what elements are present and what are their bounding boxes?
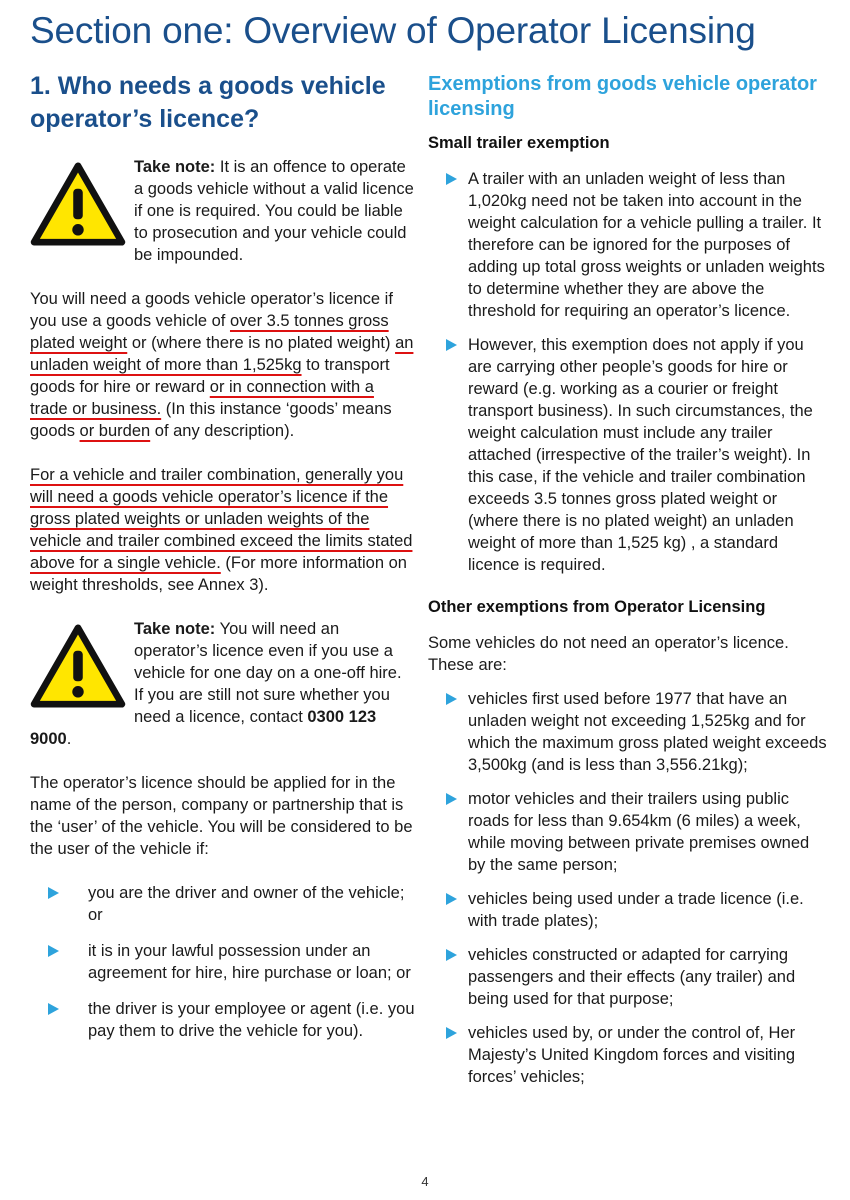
list-item: it is in your lawful possession under an agreement for hire, hire purchase or loan; or — [48, 940, 415, 984]
list-item: vehicles first used before 1977 that have an unladen weight not exceeding 1,525kg and for which the maximum gross plated weight exceeds 3,500kg (and is less than 3,556.21kg); — [428, 688, 828, 776]
bullet-arrow-icon — [48, 887, 59, 899]
bullet-arrow-icon — [48, 1003, 59, 1015]
right-column — [428, 70, 828, 1100]
bullet-arrow-icon — [48, 945, 59, 957]
other-exemptions-subheading: Other exemptions from Operator Licensing — [428, 598, 766, 616]
bullet-arrow-icon — [446, 793, 457, 805]
left-column — [30, 70, 415, 1056]
bullet-arrow-icon — [446, 1027, 457, 1039]
bullet-arrow-icon — [446, 339, 457, 351]
bullet-arrow-icon — [446, 893, 457, 905]
other-exemptions-list — [428, 688, 828, 1088]
take-note-box-2 — [30, 618, 415, 750]
page-number: 4 — [421, 1174, 429, 1189]
user-conditions-list — [30, 882, 415, 1042]
contact-phone: 0300 123 9000 — [30, 708, 377, 748]
list-item: you are the driver and owner of the vehicle; or — [48, 882, 415, 926]
trailer-combination-paragraph: For a vehicle and trailer combination, generally you will need a goods vehicle operator’s licence if the gross plated weights or unladen weights of the vehicle and trailer combined exceed the limits stated above for a single vehicle. (For more information on weight thresholds, see Annex 3). — [30, 466, 413, 594]
list-item: A trailer with an unladen weight of less than 1,020kg need not be taken into account in the weight calculation for a vehicle pulling a trailer. It therefore can be ignored for the purposes of adding up total gross weights or unladen weights to determine whether they are above the threshold for requiring an operator’s licence. — [428, 168, 828, 322]
take-note-text-1: Take note: It is an offence to operate a goods vehicle without a valid licence if one is required. You could be liable to prosecution and your vehicle could be impounded. — [134, 158, 414, 264]
take-note-box-1 — [30, 156, 415, 266]
list-item: the driver is your employee or agent (i.e. you pay them to drive the vehicle for you). — [48, 998, 415, 1042]
warning-triangle-icon — [30, 162, 126, 246]
list-item: However, this exemption does not apply if you are carrying other people’s goods for hire or reward (e.g. working as a courier or freight transport business). In such circumstances, the weight calculation must include any trailer attached (irrespective of the trailer’s weight). In this case, if the vehicle and trailer combination exceeds 3.5 tonnes gross plated weight or (where there is no plated weight) an unladen weight of more than 1,525 kg) , a standard licence is required. — [428, 334, 828, 576]
warning-triangle-icon — [30, 624, 126, 708]
bullet-arrow-icon — [446, 173, 457, 185]
list-item: vehicles constructed or adapted for carrying passengers and their effects (any trailer) and being used for that purpose; — [428, 944, 828, 1010]
small-trailer-list — [428, 168, 828, 576]
page-title: Section one: Overview of Operator Licensing — [30, 10, 756, 51]
take-note-text-2: Take note: You will need an operator’s licence even if you use a vehicle for one day on a one-off hire. If you are still not sure whether you need a licence, contact 0300 123 9000. — [30, 620, 402, 748]
licence-requirement-paragraph: You will need a goods vehicle operator’s licence if you use a goods vehicle of over 3.5 tonnes gross plated weight or (where there is no plated weight) an unladen weight of more than 1,525kg to transport goods for hire or reward or in connection with a trade or business. (In this instance ‘goods’ means goods or burden of any description). — [30, 290, 414, 440]
user-definition-paragraph: The operator’s licence should be applied for in the name of the person, company or partnership that is the ‘user’ of the vehicle. You will be considered to be the user of the vehicle if: — [30, 774, 413, 858]
section-heading: 1. Who needs a goods vehicle operator’s licence? — [30, 72, 386, 133]
list-item: vehicles being used under a trade licence (i.e. with trade plates); — [428, 888, 828, 932]
exemptions-heading: Exemptions from goods vehicle operator licensing — [428, 73, 817, 120]
other-exemptions-intro: Some vehicles do not need an operator’s licence. These are: — [428, 634, 789, 674]
list-item: motor vehicles and their trailers using public roads for less than 9.654km (6 miles) a week, while moving between private premises owned by the same person; — [428, 788, 828, 876]
list-item: vehicles used by, or under the control of, Her Majesty’s United Kingdom forces and visiting forces’ vehicles; — [428, 1022, 828, 1088]
bullet-arrow-icon — [446, 949, 457, 961]
bullet-arrow-icon — [446, 693, 457, 705]
small-trailer-subheading: Small trailer exemption — [428, 134, 610, 152]
